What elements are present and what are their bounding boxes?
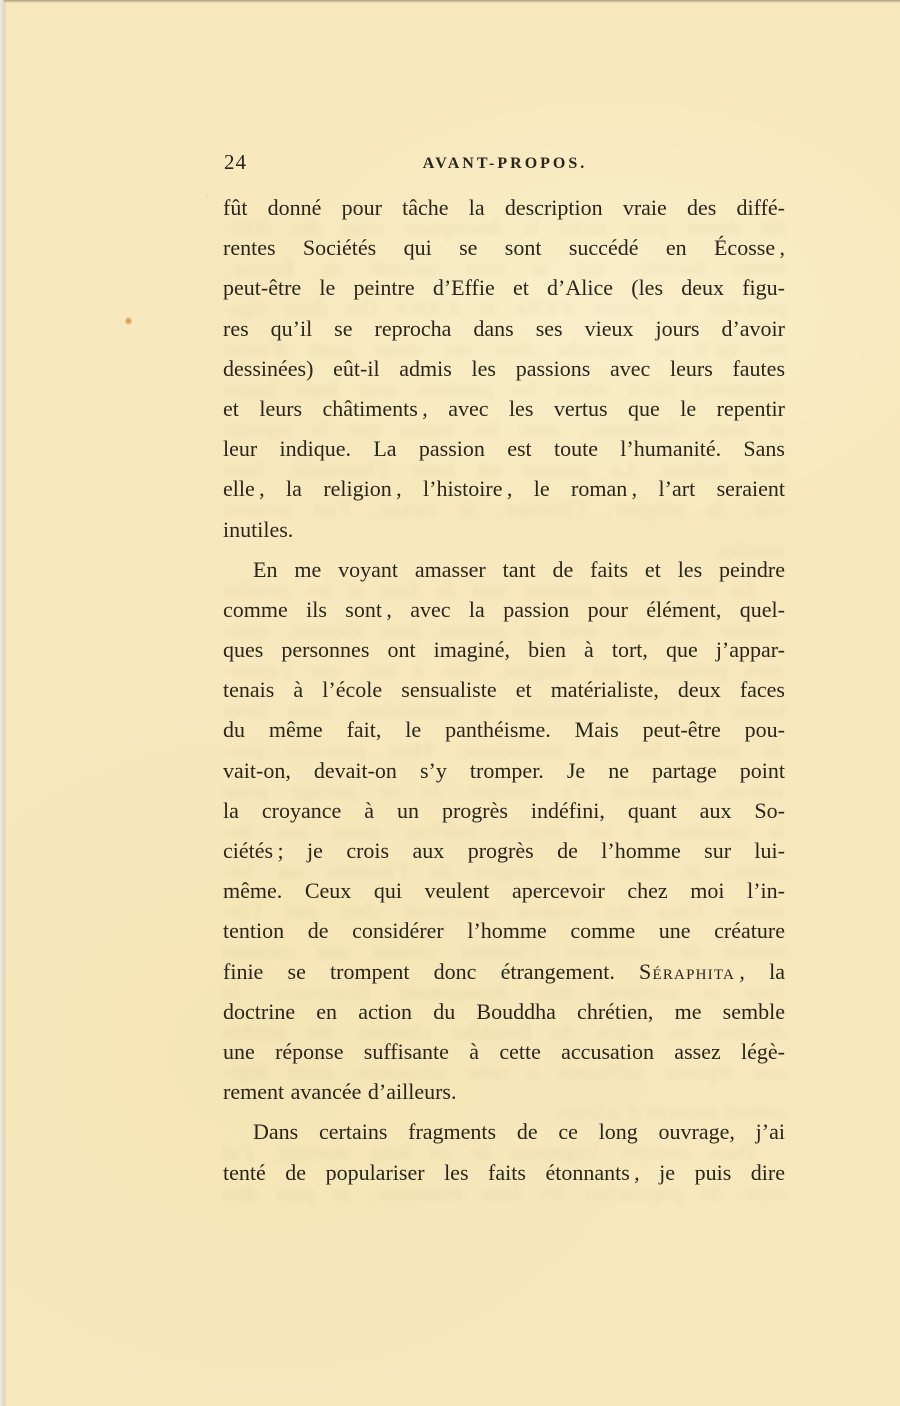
- text-segment: Dans certains fragments de ce long ouvrage, j’ai: [223, 1139, 755, 1165]
- text-line: [223, 510, 785, 550]
- text-line: [223, 992, 785, 1032]
- text-line: [223, 1072, 785, 1112]
- text-segment: comme ils sont , avec la passion pour élément, quel-: [223, 596, 785, 622]
- text-segment: fût donné pour tâche la description vraie des diffé-: [223, 195, 785, 220]
- text-segment: En me voyant amasser tant de faits et les peindre: [223, 576, 755, 602]
- text-segment: dessinées) eût-il admis les passions avec leurs fautes: [223, 355, 785, 381]
- text-segment: ciétés ; je crois aux progrès de l’homme sur lui-: [223, 858, 785, 883]
- text-segment: du même fait, le panthéisme. Mais peut-être pou-: [223, 737, 785, 763]
- text-segment: finie se trompent donc étrangement.: [368, 978, 785, 1004]
- text-segment: peut-être le peintre d’Effie et d’Alice (les deux figu-: [223, 295, 785, 321]
- text-segment: une réponse suffisante à cette accusation assez légè-: [223, 1058, 785, 1084]
- text-segment: ques personnes ont imaginé, bien à tort, que j’appar-: [223, 637, 785, 663]
- text-segment: Dans certains fragments de ce long ouvrage, j’ai: [253, 1119, 785, 1145]
- text-segment: comme ils sont , avec la passion pour élément, quel-: [223, 616, 785, 642]
- running-title: AVANT-PROPOS.: [422, 155, 588, 172]
- text-segment: tention de considérer l’homme comme une créature: [223, 938, 785, 964]
- text-line: [223, 831, 785, 871]
- text-segment: vait-on, devait-on s’y tromper. Je ne partage point: [223, 777, 785, 803]
- text-segment: tenté de populariser les faits étonnants , je puis dire: [223, 1159, 785, 1185]
- text-line: [223, 670, 785, 710]
- text-line: [223, 1153, 785, 1193]
- text-segment: doctrine en action du Bouddha chrétien, me semble: [223, 998, 785, 1024]
- text-segment: elle , la religion , l’histoire , le roman , l’art seraient: [223, 476, 785, 502]
- text-line: [223, 268, 785, 308]
- small-caps-word: Séraphita: [639, 958, 736, 984]
- text-segment: rement avancée d’ailleurs.: [551, 1099, 785, 1125]
- text-line: [223, 429, 785, 469]
- text-segment: la croyance à un progrès indéfini, quant aux So-: [223, 797, 785, 823]
- text-segment: leur indique. La passion est toute l’humanité. Sans: [223, 456, 785, 482]
- text-segment: rement avancée d’ailleurs.: [223, 1079, 457, 1105]
- text-line: [223, 228, 785, 268]
- small-caps-word: Séraphita: [272, 978, 369, 1004]
- text-segment: fût donné pour tâche la description vraie des diffé-: [223, 215, 785, 240]
- scan-edge-top: [0, 0, 900, 3]
- foxing-speck: [125, 317, 132, 325]
- text-segment: et leurs châtiments , avec les vertus que le repentir: [223, 395, 785, 421]
- text-line: [223, 871, 785, 911]
- text-segment: finie se trompent donc étrangement.: [223, 958, 640, 984]
- text-line: [223, 791, 785, 831]
- text-segment: inutiles.: [223, 516, 294, 542]
- text-segment: tenté de populariser les faits étonnants , je puis dire: [223, 1179, 785, 1205]
- text-segment: En me voyant amasser tant de faits et les peindre: [253, 556, 785, 582]
- text-segment: elle , la religion , l’histoire , le roman , l’art seraient: [223, 496, 785, 522]
- text-segment: peut-être le peintre d’Effie et d’Alice (les deux figu-: [223, 275, 785, 301]
- scan-edge-left: [0, 0, 6, 1406]
- text-line: [223, 710, 785, 750]
- text-line: [223, 1032, 785, 1072]
- text-segment: et leurs châtiments , avec les vertus que le repentir: [223, 415, 785, 441]
- text-line: [223, 911, 785, 951]
- text-segment: du même fait, le panthéisme. Mais peut-être pou-: [223, 717, 785, 743]
- text-block: [223, 188, 785, 1193]
- text-line: [223, 309, 785, 349]
- text-segment: rentes Sociétés qui se sont succédé en Écosse ,: [223, 235, 785, 261]
- text-line: [223, 630, 785, 670]
- text-segment: , la: [222, 978, 273, 1004]
- text-line: [223, 389, 785, 429]
- text-segment: inutiles.: [714, 536, 785, 562]
- text-segment: tention de considérer l’homme comme une créature: [223, 918, 785, 944]
- text-segment: vait-on, devait-on s’y tromper. Je ne partage point: [223, 757, 785, 783]
- text-segment: rentes Sociétés qui se sont succédé en Écosse ,: [223, 255, 785, 281]
- text-line: [223, 469, 785, 509]
- text-segment: tenais à l’école sensualiste et matérialiste, deux faces: [223, 677, 785, 703]
- text-line: [223, 349, 785, 389]
- text-line: [223, 952, 785, 992]
- text-segment: , la: [735, 958, 785, 984]
- text-segment: tenais à l’école sensualiste et matérialiste, deux faces: [223, 697, 785, 723]
- text-segment: même. Ceux qui veulent apercevoir chez moi l’in-: [223, 898, 785, 924]
- text-segment: une réponse suffisante à cette accusation assez légè-: [223, 1038, 785, 1064]
- text-segment: dessinées) eût-il admis les passions avec leurs fautes: [223, 375, 785, 401]
- text-line: [223, 590, 785, 630]
- text-segment: res qu’il se reprocha dans ses vieux jours d’avoir: [223, 315, 785, 341]
- text-line: [223, 188, 785, 228]
- text-segment: doctrine en action du Bouddha chrétien, me semble: [223, 1018, 785, 1044]
- text-segment: la croyance à un progrès indéfini, quant aux So-: [223, 817, 785, 843]
- page-number: 24: [224, 150, 247, 174]
- text-line: [223, 751, 785, 791]
- text-segment: même. Ceux qui veulent apercevoir chez moi l’in-: [223, 878, 785, 904]
- text-line: [223, 550, 785, 590]
- text-segment: ques personnes ont imaginé, bien à tort, que j’appar-: [223, 657, 785, 683]
- text-segment: res qu’il se reprocha dans ses vieux jours d’avoir: [223, 335, 785, 361]
- text-segment: ciétés ; je crois aux progrès de l’homme sur lui-: [223, 838, 785, 863]
- text-segment: leur indique. La passion est toute l’humanité. Sans: [223, 436, 785, 462]
- text-line: [223, 1112, 785, 1152]
